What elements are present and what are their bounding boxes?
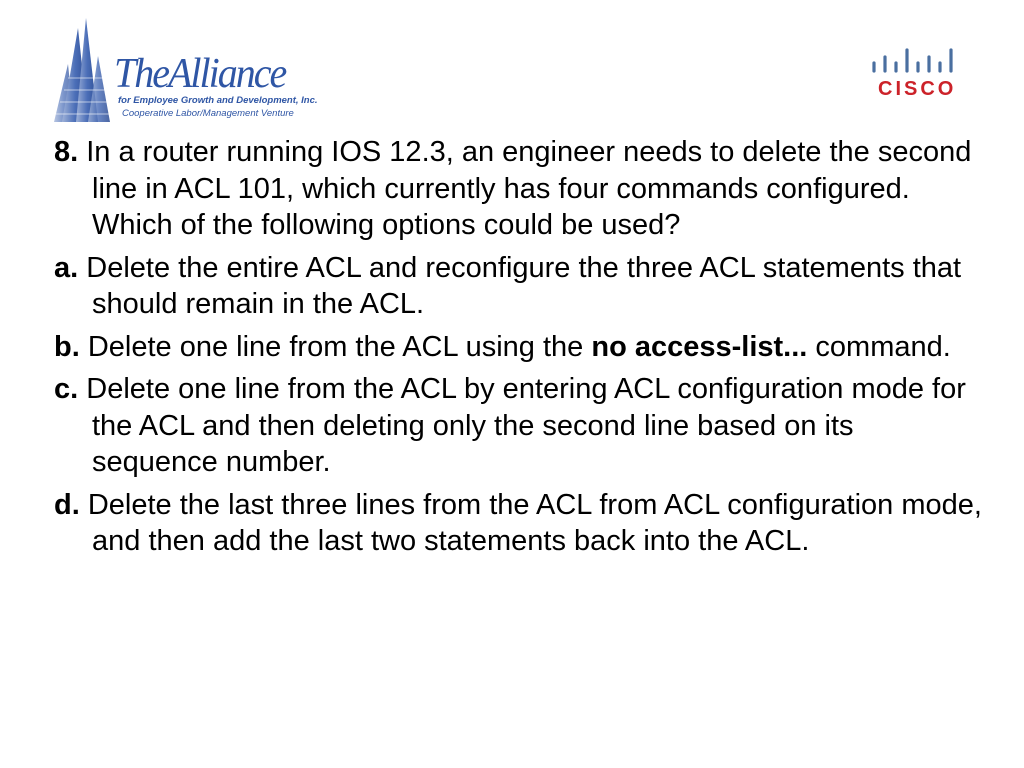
command-emphasis: no access-list... — [591, 330, 808, 363]
option-label: d. — [54, 488, 80, 521]
option-label: b. — [54, 330, 80, 363]
tower-icon — [48, 18, 118, 124]
cisco-wordmark: CISCO — [878, 78, 957, 100]
alliance-logo-title: TheAlliance — [114, 49, 286, 97]
option-text: Delete the entire ACL and reconfigure the three ACL statements that should remain in the ACL. — [86, 251, 962, 320]
option-text: Delete the last three lines from the ACL from ACL configuration mode, and then add the last two statements back into the ACL. — [87, 488, 982, 557]
quiz-content — [54, 134, 984, 566]
option-text: Delete one line from the ACL by entering ACL configuration mode for the ACL and then deleting only the second line based on its sequence number. — [86, 373, 966, 478]
option-text: Delete one line from the ACL using the — [87, 330, 584, 363]
option-c — [54, 371, 984, 481]
question-number: 8. — [54, 136, 79, 168]
cisco-logo — [868, 46, 960, 102]
alliance-logo-subtitle: for Employee Growth and Development, Inc. — [118, 95, 318, 106]
option-label: c. — [54, 373, 79, 405]
option-text-end: command. — [815, 330, 951, 363]
question-text: In a router running IOS 12.3, an engineer needs to delete the second line in ACL 101, which currently has four commands configured. Which of the following options could be used? — [86, 136, 972, 241]
option-label: a. — [54, 251, 79, 284]
option-a — [54, 250, 984, 323]
alliance-logo — [48, 18, 318, 124]
alliance-logo-tagline: Cooperative Labor/Management Venture — [122, 108, 294, 119]
option-b — [54, 329, 984, 366]
option-d — [54, 487, 984, 560]
cisco-bridge-icon — [868, 46, 960, 76]
question — [54, 134, 984, 244]
